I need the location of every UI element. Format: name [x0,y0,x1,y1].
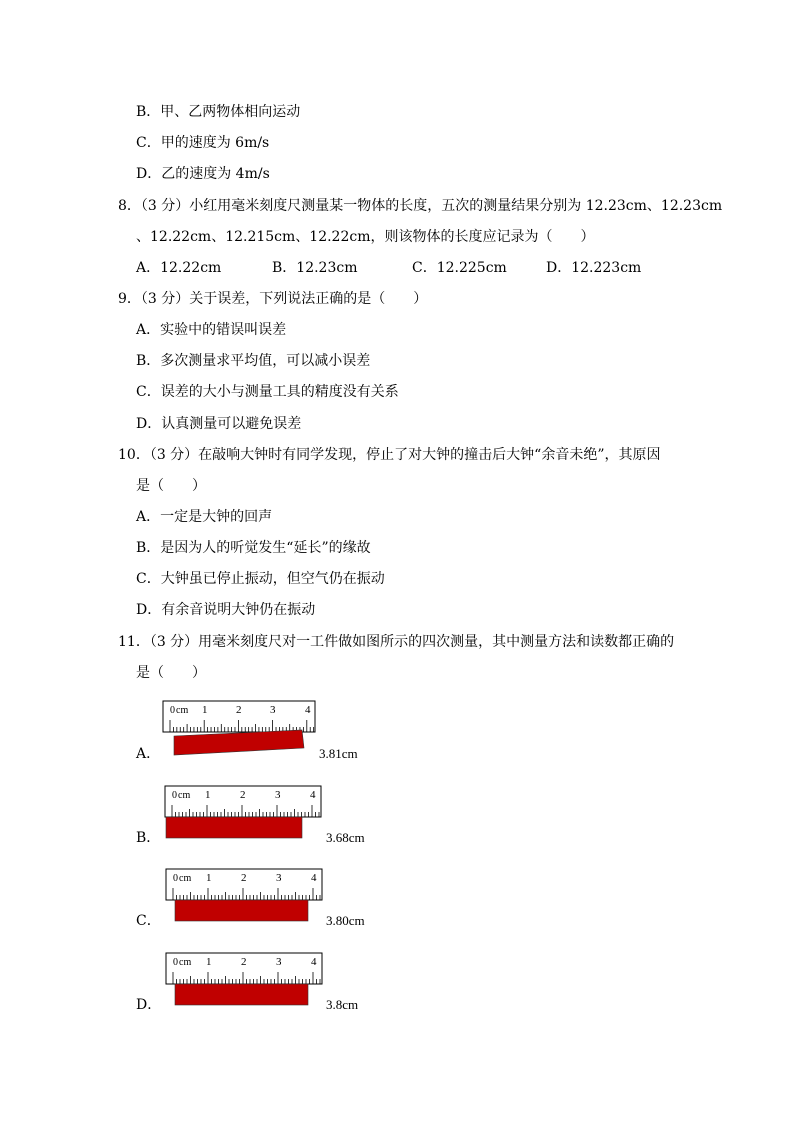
ruler-b-num-3: 3 [275,789,281,801]
q7-option-b: B．甲、乙两物体相向运动 [136,104,301,120]
ruler-b-unit: cm [178,790,191,801]
workpiece-d [175,984,308,1005]
figure-a-label: A． [136,746,161,762]
figure-a-reading: 3.81cm [319,746,358,761]
ruler-c-num-3: 3 [276,872,282,884]
ruler-a-zero: 0 [170,705,175,716]
ruler-d-num-4: 4 [311,956,317,968]
q11-stem-line2: 是（ ） [136,665,206,681]
ruler-a-num-3: 3 [270,704,276,716]
figure-c-measurement [165,868,327,926]
ruler-c-num-2: 2 [241,872,247,884]
q11-stem-line1: 11．（3 分）用毫米刻度尺对一工件做如图所示的四次测量，其中测量方法和读数都正确的 [118,634,675,650]
figure-c-reading: 3.80cm [326,913,365,928]
ruler-c-num-4: 4 [311,872,317,884]
ruler-b-num-4: 4 [310,789,316,801]
figure-c-label: C． [136,913,161,929]
figure-d-svg [165,952,327,1010]
ruler-b-num-2: 2 [240,789,246,801]
q9-option-c: C．误差的大小与测量工具的精度没有关系 [136,384,399,400]
ruler-c-zero: 0 [173,873,178,884]
ruler-a-unit: cm [176,705,189,716]
q9-stem: 9．（3 分）关于误差，下列说法正确的是（ ） [118,291,428,307]
q7-option-d: D．乙的速度为 4m/s [136,166,270,182]
q8-option-c: C．12.225cm [412,260,507,276]
figure-d-measurement [165,952,327,1010]
figure-a-svg [162,700,322,758]
ruler-d-num-2: 2 [241,956,247,968]
ruler-d-num-1: 1 [206,956,212,968]
workpiece-b [166,817,302,838]
q10-option-c: C．大钟虽已停止振动，但空气仍在振动 [136,571,385,587]
figure-d-label: D． [136,997,162,1013]
q9-option-a: A．实验中的错误叫误差 [136,322,287,338]
workpiece-a [174,730,304,755]
ruler-a-num-1: 1 [202,704,208,716]
q8-option-a: A．12.22cm [136,260,222,276]
ruler-c-num-1: 1 [206,872,212,884]
q8-option-d: D．12.223cm [546,260,642,276]
q9-option-d: D．认真测量可以避免误差 [136,416,302,432]
figure-b-label: B． [136,830,161,846]
q10-option-a: A．一定是大钟的回声 [136,509,273,525]
ruler-d-unit: cm [179,957,192,968]
q10-option-d: D．有余音说明大钟仍在振动 [136,602,316,618]
ruler-a-num-2: 2 [236,704,242,716]
ruler-b-num-1: 1 [205,789,211,801]
q9-option-b: B．多次测量求平均值，可以减小误差 [136,353,371,369]
q8-stem-line2: 、12.22cm、12.215cm、12.22cm，则该物体的长度应记录为（ ） [136,229,595,245]
ruler-a-num-4: 4 [305,704,311,716]
ruler-d-num-3: 3 [276,956,282,968]
figure-b-reading: 3.68cm [326,830,365,845]
q8-stem-line1: 8．（3 分）小红用毫米刻度尺测量某一物体的长度，五次的测量结果分别为 12.23cm、12.23cm [118,198,723,214]
ruler-d-zero: 0 [173,957,178,968]
figure-c-svg [165,868,327,926]
q10-stem-line1: 10．（3 分）在敲响大钟时有同学发现，停止了对大钟的撞击后大钟“余音未绝”，其原因 [118,447,661,463]
q10-option-b: B．是因为人的听觉发生“延长”的缘故 [136,540,371,556]
ruler-c-unit: cm [179,873,192,884]
q7-option-c: C．甲的速度为 6m/s [136,135,270,151]
q10-stem-line2: 是（ ） [136,478,206,494]
q8-option-b: B．12.23cm [272,260,358,276]
workpiece-c [175,900,308,921]
figure-b-svg [164,785,326,843]
ruler-b-zero: 0 [172,790,177,801]
figure-a-measurement [162,700,322,758]
figure-b-measurement [164,785,326,843]
figure-d-reading: 3.8cm [326,997,359,1012]
